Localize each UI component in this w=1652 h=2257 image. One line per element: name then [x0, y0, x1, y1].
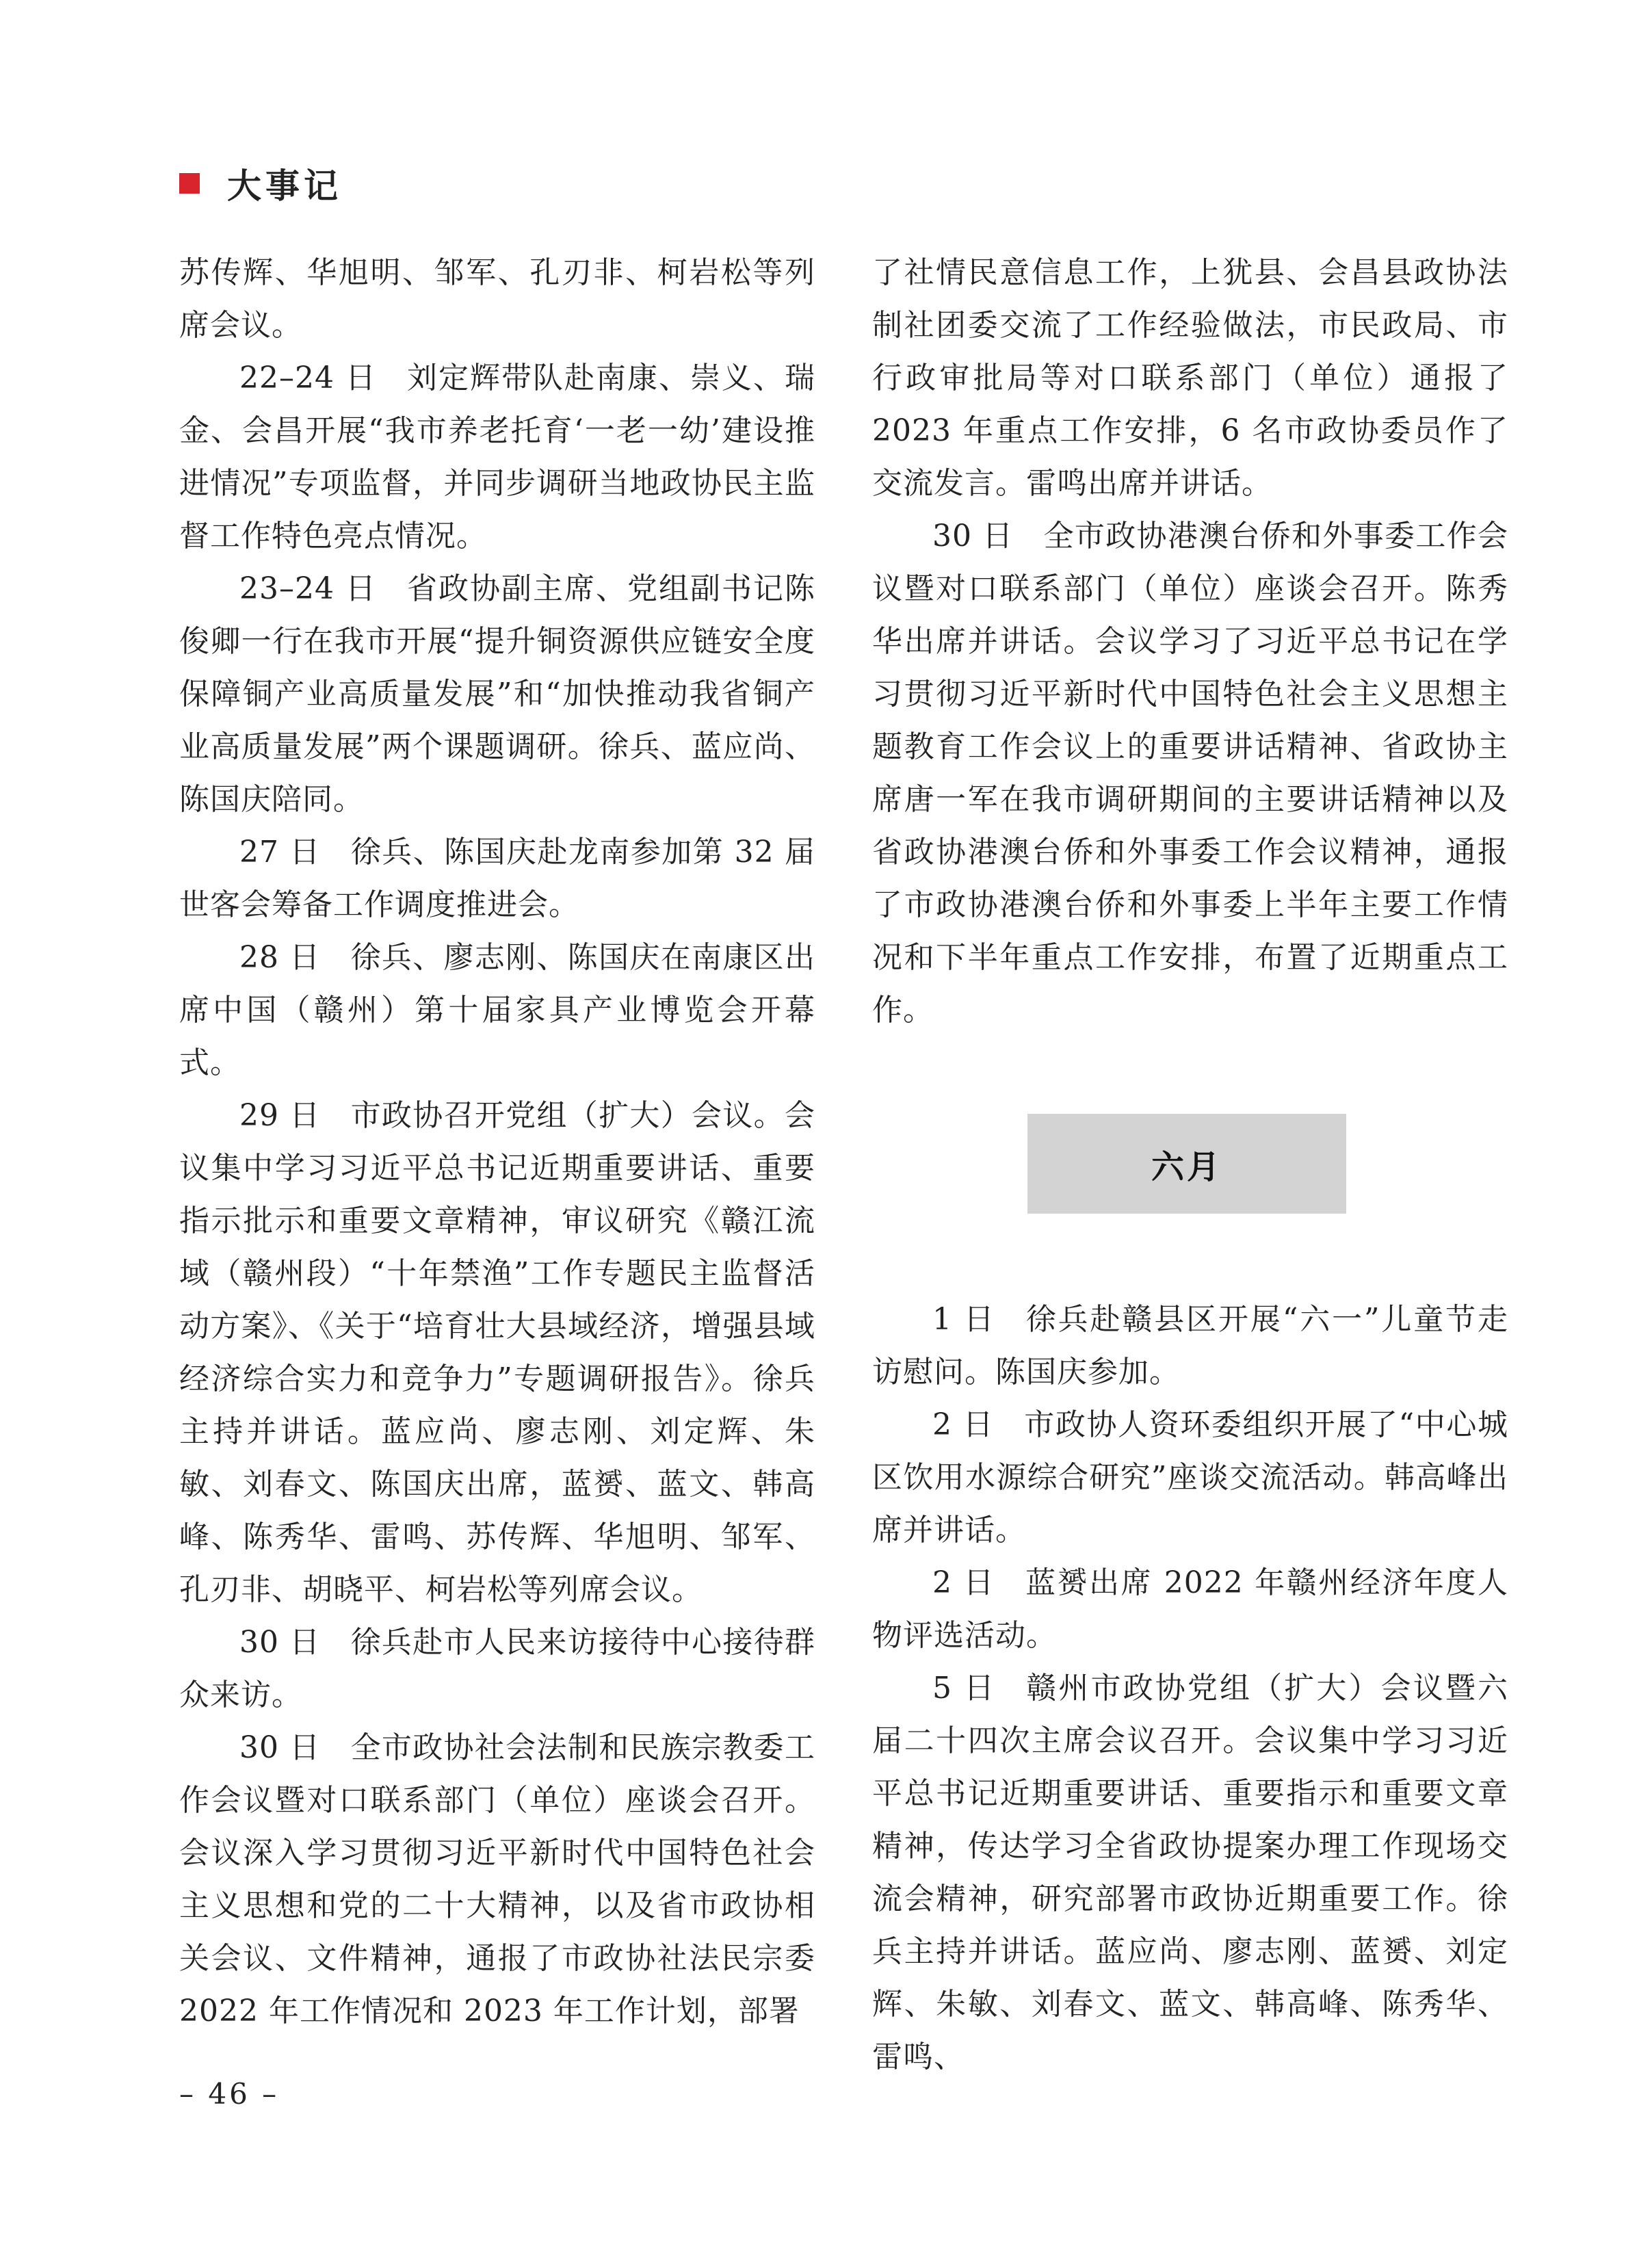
- month-heading-box: [1027, 1114, 1346, 1214]
- entry-text: 蓝赟出席 2022 年赣州经济年度人物评选活动。: [872, 1565, 1508, 1653]
- month-heading: 六月: [1151, 1147, 1222, 1186]
- list-item: [179, 1721, 815, 2037]
- page-header: [179, 156, 342, 211]
- entry-date: 2 日: [932, 1407, 995, 1442]
- entry-date: 29 日: [239, 1098, 321, 1133]
- entry-date: 23–24 日: [239, 571, 377, 606]
- list-item: [179, 1089, 815, 1616]
- right-column: [872, 246, 1508, 1036]
- list-item: [179, 826, 815, 931]
- entry-date: 2 日: [932, 1565, 996, 1600]
- entry-text: 徐兵赴赣县区开展“六一”儿童节走访慰问。陈国庆参加。: [872, 1302, 1508, 1390]
- entry-date: 1 日: [932, 1302, 996, 1337]
- list-item: [179, 562, 815, 826]
- entry-date: 27 日: [239, 835, 321, 870]
- red-square-icon: [179, 173, 200, 194]
- entry-date: 22–24 日: [239, 361, 377, 395]
- entry-text: 刘定辉带队赴南康、崇义、瑞金、会昌开展“我市养老托育‘一老一幼’建设推进情况”专项监督，并同步调研当地政协民主监督工作特色亮点情况。: [179, 361, 815, 553]
- entry-text: 全市政协社会法制和民族宗教委工作会议暨对口联系部门（单位）座谈会召开。会议深入学习贯彻习近平新时代中国特色社会主义思想和党的二十大精神，以及省市政协相关会议、文件精神，通报了市政协社法民宗委 2022 年工作情况和 2023 年工作计划，部署: [179, 1730, 815, 2028]
- list-item: [179, 352, 815, 562]
- continuation-text: 了社情民意信息工作，上犹县、会昌县政协法制社团委交流了工作经验做法，市民政局、市行政审批局等对口联系部门（单位）通报了 2023 年重点工作安排，6 名市政协委员作了交流发言。雷鸣出席并讲话。: [872, 255, 1508, 501]
- entry-date: 28 日: [239, 940, 321, 975]
- section-title: 大事记: [227, 166, 342, 206]
- page-number: – 46 –: [179, 2077, 280, 2111]
- list-item: [872, 510, 1508, 1036]
- list-item: [872, 1293, 1508, 1398]
- entry-text: 市政协人资环委组织开展了“中心城区饮用水源综合研究”座谈交流活动。韩高峰出席并讲话。: [872, 1407, 1508, 1548]
- entry-date: 30 日: [932, 519, 1014, 553]
- entry-text: 市政协召开党组（扩大）会议。会议集中学习习近平总书记近期重要讲话、重要指示批示和重要文章精神，审议研究《赣江流域（赣州段）“十年禁渔”工作专题民主监督活动方案》、《关于“培育壮大县域经济，增强县域经济综合实力和竞争力”专题调研报告》。徐兵主持并讲话。蓝应尚、廖志刚、刘定辉、朱敏、刘春文、陈国庆出席，蓝赟、蓝文、韩高峰、陈秀华、雷鸣、苏传辉、华旭明、邹军、孔刃非、胡晓平、柯岩松等列席会议。: [179, 1098, 815, 1607]
- entry-text: 省政协副主席、党组副书记陈俊卿一行在我市开展“提升铜资源供应链安全度保障铜产业高质量发展”和“加快推动我省铜产业高质量发展”两个课题调研。徐兵、蓝应尚、陈国庆陪同。: [179, 571, 815, 817]
- entry-date: 30 日: [239, 1625, 321, 1660]
- list-item: [872, 1556, 1508, 1662]
- entry-date: 5 日: [932, 1671, 997, 1706]
- list-item: [179, 931, 815, 1089]
- entry-text: 徐兵、廖志刚、陈国庆在南康区出席中国（赣州）第十届家具产业博览会开幕式。: [179, 940, 815, 1080]
- entry-date: 30 日: [239, 1730, 321, 1765]
- entry-text: 全市政协港澳台侨和外事委工作会议暨对口联系部门（单位）座谈会召开。陈秀华出席并讲话。会议学习了习近平总书记在学习贯彻习近平新时代中国特色社会主义思想主题教育工作会议上的重要讲话精神、省政协主席唐一军在我市调研期间的主要讲话精神以及省政协港澳台侨和外事委工作会议精神，通报了市政协港澳台侨和外事委上半年主要工作情况和下半年重点工作安排，布置了近期重点工作。: [872, 519, 1508, 1028]
- entry-text: 徐兵赴市人民来访接待中心接待群众来访。: [179, 1625, 815, 1712]
- entry-text: 徐兵、陈国庆赴龙南参加第 32 届世客会筹备工作调度推进会。: [179, 835, 815, 922]
- list-item: [179, 1616, 815, 1721]
- list-item: [872, 1662, 1508, 2083]
- left-column: [179, 246, 815, 2037]
- entry-text: 赣州市政协党组（扩大）会议暨六届二十四次主席会议召开。会议集中学习习近平总书记近期重要讲话、重要指示和重要文章精神，传达学习全省政协提案办理工作现场交流会精神，研究部署市政协近期重要工作。徐兵主持并讲话。蓝应尚、廖志刚、蓝赟、刘定辉、朱敏、刘春文、蓝文、韩高峰、陈秀华、雷鸣、: [872, 1671, 1508, 2074]
- continuation-text: 苏传辉、华旭明、邹军、孔刃非、柯岩松等列席会议。: [179, 255, 815, 343]
- june-entries: [872, 1293, 1508, 2083]
- list-item: [872, 1398, 1508, 1556]
